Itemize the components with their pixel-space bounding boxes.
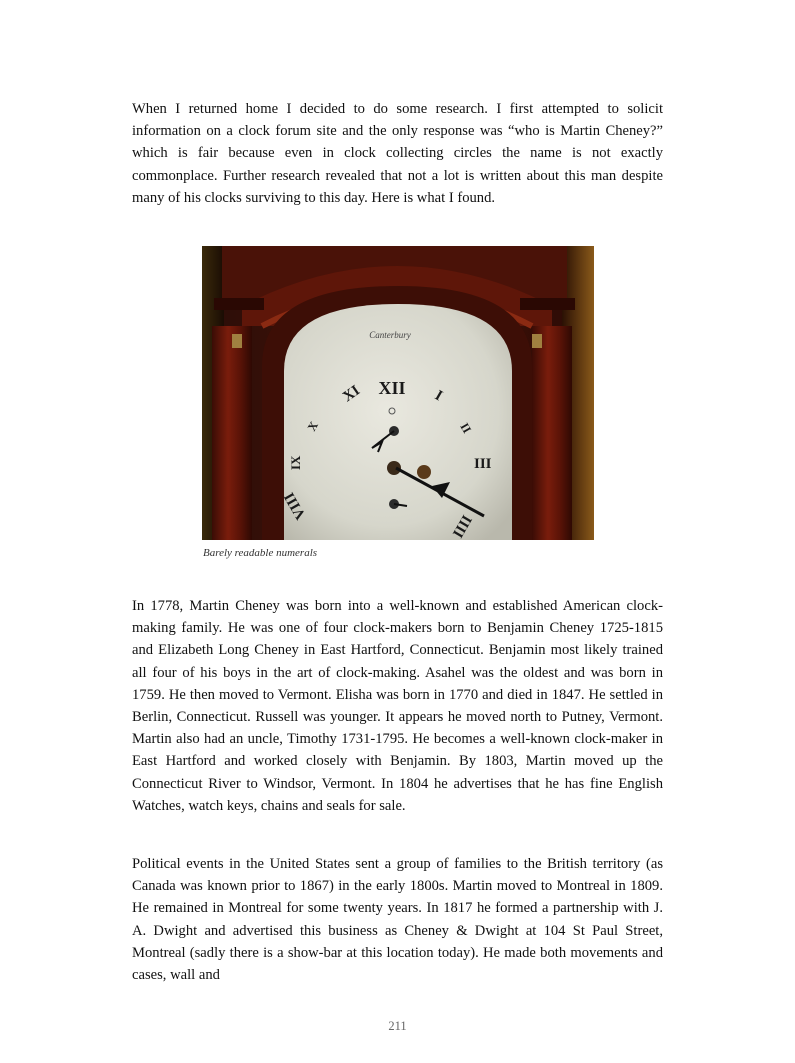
- page-number: 211: [388, 1019, 407, 1033]
- svg-text:III: III: [474, 456, 492, 472]
- clock-photo: [202, 246, 594, 540]
- svg-text:II: II: [457, 420, 475, 436]
- svg-text:XI: XI: [340, 382, 363, 406]
- figure-caption: Barely readable numerals: [203, 547, 318, 559]
- body-paragraph-3: Political events in the United States sent a group of families to the British territory (as Canada was known prior to 1867) in the early 1800s. Martin moved to Montreal in 1809. He remained in Montreal for some twenty years. In 1817 he formed a partnership with J. A. Dwight and advertised this business as Cheney & Dwight at 104 St Paul Street, Montreal (sadly there is a show-bar at this location today). He made both movements and cases, wall and: [132, 856, 663, 984]
- svg-text:IX: IX: [288, 455, 303, 470]
- clock-face-illustration: [202, 246, 594, 540]
- body-paragraph-1: When I returned home I decided to do some research. I first attempted to solicit information on a clock forum site and the only response was “who is Martin Cheney?” which is fair because even in clock collecting circles the name is not exactly commonplace. Further research revealed that not a lot is written about this man despite many of his clocks surviving to this day. Here is what I found.: [132, 101, 663, 206]
- body-paragraph-2: In 1778, Martin Cheney was born into a well-known and established American clock-making family. He was one of four clock-makers born to Benjamin Cheney 1725-1815 and Elizabeth Long Cheney in East Hartford, Connecticut. Benjamin most likely trained all four of his boys in the art of clock-making. Asahel was the oldest and was born in 1759. He then moved to Vermont. Elisha was born in 1770 and died in 1847. He settled in Berlin, Connecticut. Russell was younger. It appears he moved north to Putney, Vermont. Martin also had an uncle, Timothy 1731-1795. He becomes a well-known clock-maker in East Hartford and worked closely with Benjamin. By 1803, Martin moved up the Connecticut River to Windsor, Vermont. In 1804 he advertises that he has fine English Watches, watch keys, chains and seals for sale.: [132, 598, 663, 814]
- dial-inscription: Canterbury: [369, 330, 411, 340]
- svg-text:XII: XII: [378, 378, 406, 398]
- svg-text:VIII: VIII: [281, 489, 310, 522]
- svg-text:X: X: [304, 418, 321, 434]
- svg-text:IIII: IIII: [448, 512, 475, 540]
- svg-text:I: I: [432, 387, 446, 405]
